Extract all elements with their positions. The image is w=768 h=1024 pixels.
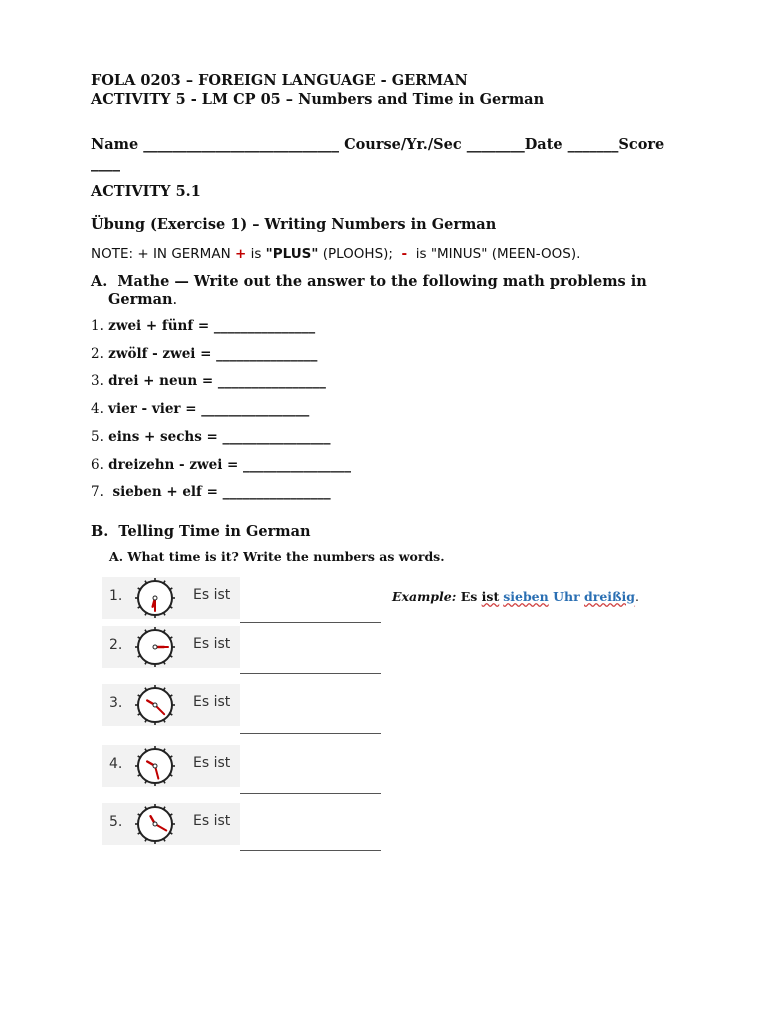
- answer-blank-line[interactable]: [240, 622, 381, 623]
- math-problem: [91, 317, 315, 335]
- problem-number: 6.: [91, 457, 109, 473]
- math-problem: [91, 456, 351, 474]
- plus-word: "PLUS": [265, 246, 319, 262]
- answer-blank-line[interactable]: [240, 793, 381, 794]
- course-title: FOLA 0203 – FOREIGN LANGUAGE - GERMAN: [91, 72, 468, 89]
- exercise-title: Übung (Exercise 1) – Writing Numbers in German: [91, 216, 497, 233]
- example-sieben: sieben: [503, 589, 549, 604]
- example-es: Es: [456, 589, 482, 604]
- answer-blank-line[interactable]: [240, 733, 381, 734]
- problem-text: dreizehn - zwei = ________________: [108, 457, 352, 473]
- example-ist: ist: [481, 589, 500, 604]
- part-a-heading-line2: German: [108, 291, 173, 308]
- example-uhr: Uhr: [548, 589, 585, 604]
- clock-icon: [129, 685, 181, 725]
- clock-row: [102, 626, 240, 668]
- problem-text: zwölf - zwei = _______________: [108, 346, 318, 362]
- answer-blank-line[interactable]: [240, 850, 381, 851]
- note-prefix: NOTE: + IN GERMAN: [91, 246, 235, 262]
- clock-center: [153, 703, 157, 707]
- problem-text: eins + sechs = ________________: [108, 429, 331, 445]
- es-ist-label: Es ist: [193, 813, 231, 829]
- problem-number: 1.: [91, 318, 109, 334]
- name-course-date-score-line: Name ___________________________ Course/Yr./Sec ________Date _______Score: [91, 136, 665, 153]
- es-ist-label: Es ist: [193, 755, 231, 771]
- clock-icon: [129, 578, 181, 618]
- example-sentence: [392, 589, 639, 604]
- problem-number: 7.: [91, 484, 113, 500]
- clock-row: [102, 577, 240, 619]
- es-ist-label: Es ist: [193, 694, 231, 710]
- clock-icon: [129, 627, 181, 667]
- minus-explanation: is "MINUS" (MEEN-OOS).: [407, 246, 581, 262]
- problem-text: vier - vier = ________________: [108, 401, 310, 417]
- clock-center: [153, 764, 157, 768]
- problem-text: zwei + fünf = _______________: [108, 318, 316, 334]
- clock-number: 2.: [109, 637, 123, 653]
- math-problem: [91, 428, 331, 446]
- part-a-heading-cont: [108, 291, 177, 309]
- math-problem: [91, 372, 326, 390]
- problem-text: drei + neun = ________________: [108, 373, 326, 389]
- plus-symbol: +: [234, 246, 247, 262]
- note-is: is: [246, 246, 266, 262]
- part-a-heading: A. Mathe — Write out the answer to the following math problems in: [91, 273, 647, 290]
- math-problem: [91, 345, 317, 363]
- clock-number: 5.: [109, 814, 123, 830]
- clock-row: [102, 684, 240, 726]
- clock-center: [153, 645, 157, 649]
- es-ist-label: Es ist: [193, 587, 231, 603]
- clock-icon: [129, 746, 181, 786]
- note-line: [91, 245, 580, 263]
- math-problem: [91, 483, 331, 501]
- example-label: Example:: [392, 589, 457, 604]
- example-dreissig: dreißig: [584, 589, 636, 604]
- problem-number: 2.: [91, 346, 109, 362]
- clock-number: 1.: [109, 588, 123, 604]
- example-period: .: [635, 589, 640, 604]
- problem-number: 4.: [91, 401, 109, 417]
- part-a-heading-period: .: [172, 292, 178, 308]
- math-problem: [91, 400, 309, 418]
- minus-symbol: -: [401, 246, 408, 262]
- clock-center: [153, 822, 157, 826]
- clock-icon: [129, 804, 181, 844]
- score-blank: ____: [91, 155, 120, 172]
- clock-row: [102, 745, 240, 787]
- problem-text: sieben + elf = ________________: [112, 484, 331, 500]
- clock-number: 3.: [109, 695, 123, 711]
- es-ist-label: Es ist: [193, 636, 231, 652]
- clock-center: [153, 596, 157, 600]
- part-b-subheading: A. What time is it? Write the numbers as words.: [109, 549, 445, 564]
- answer-blank-line[interactable]: [240, 673, 381, 674]
- clock-row: [102, 803, 240, 845]
- activity-title: ACTIVITY 5 - LM CP 05 – Numbers and Time in German: [91, 91, 545, 108]
- problem-number: 5.: [91, 429, 109, 445]
- section-title: ACTIVITY 5.1: [91, 183, 201, 200]
- clock-number: 4.: [109, 756, 123, 772]
- plus-pronunciation: (PLOOHS);: [318, 246, 402, 262]
- problem-number: 3.: [91, 373, 109, 389]
- part-b-heading: B. Telling Time in German: [91, 523, 311, 540]
